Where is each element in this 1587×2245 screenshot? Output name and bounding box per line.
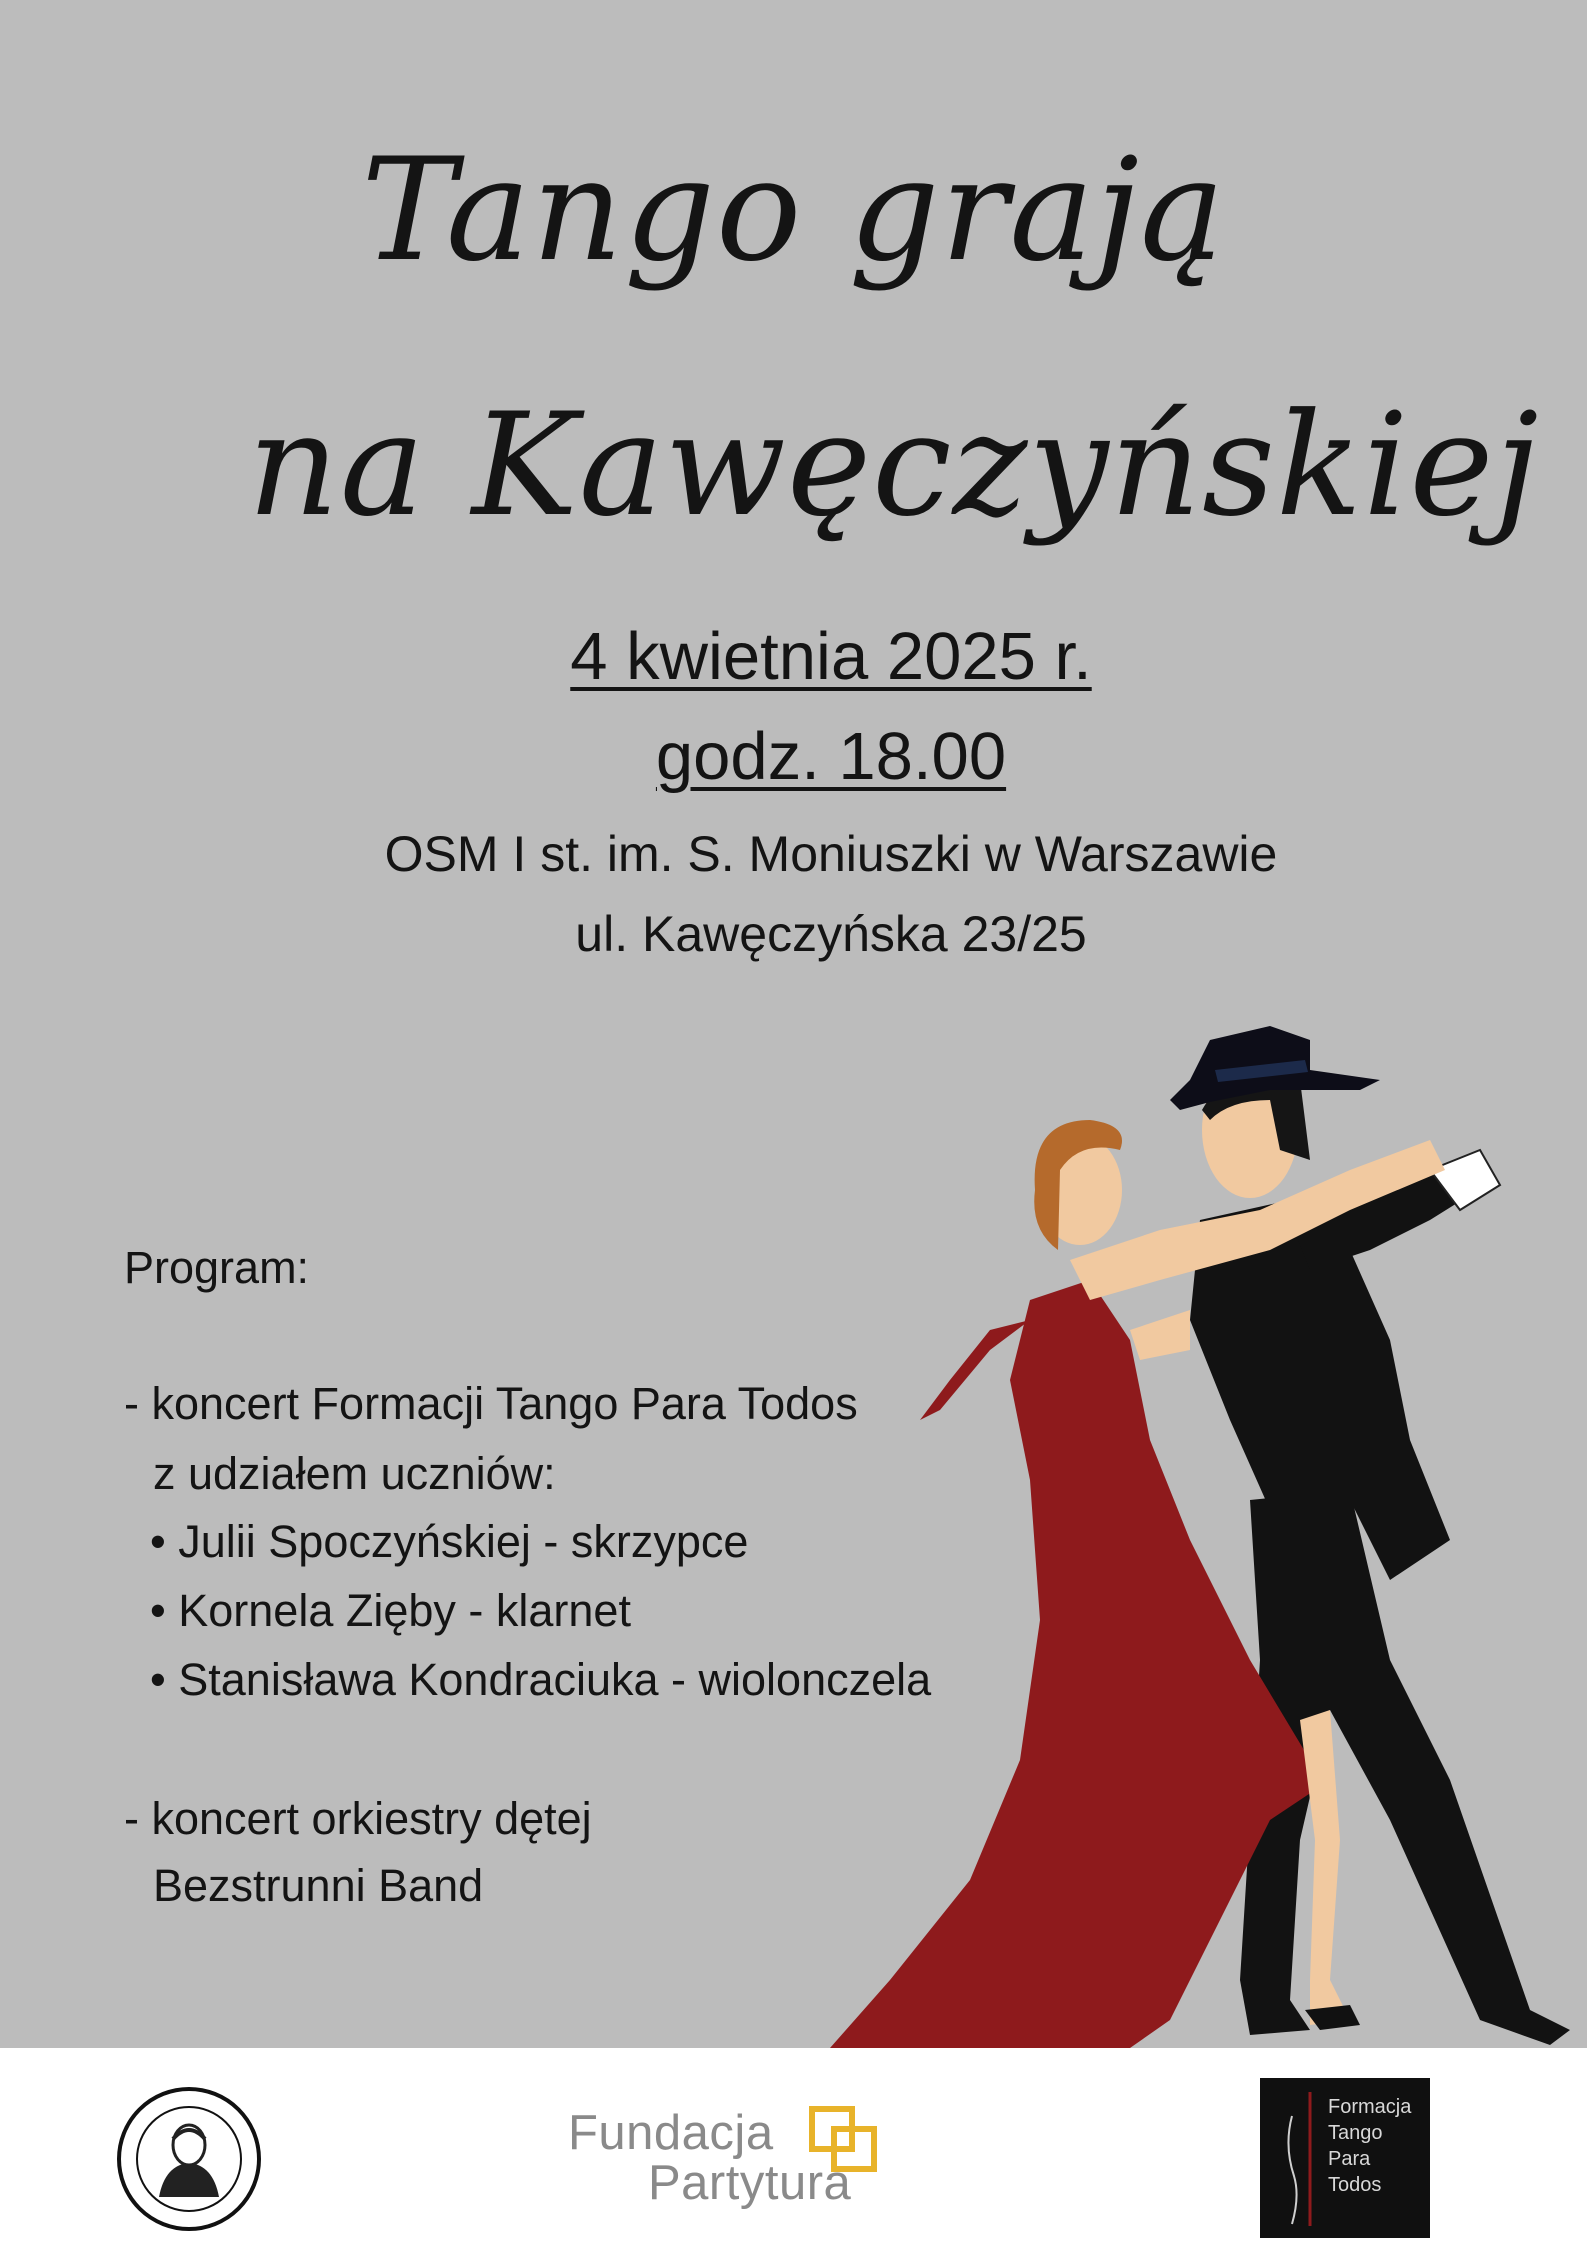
tango-dancers-illustration xyxy=(830,1020,1587,2048)
program-concert-2-sub: Bezstrunni Band xyxy=(153,1860,484,1911)
formacja-tango-para-todos-logo xyxy=(1260,2078,1430,2238)
program-concert-1-sub: z udziałem uczniów: xyxy=(153,1448,556,1499)
program-heading: Program: xyxy=(124,1242,310,1293)
dancer-silhouette-icon xyxy=(1270,2086,1330,2232)
fundacja-line-1: Fundacja xyxy=(568,2106,774,2160)
event-address: ul. Kawęczyńska 23/25 xyxy=(575,906,1087,962)
program-concert-2: - koncert orkiestry dętej xyxy=(124,1793,592,1844)
title-line-1: Tango grają xyxy=(361,128,1226,293)
event-date: 4 kwietnia 2025 r. xyxy=(570,619,1092,694)
program-concert-1: - koncert Formacji Tango Para Todos xyxy=(124,1378,858,1429)
performer-item: • Stanisława Kondraciuka - wiolonczela xyxy=(150,1654,932,1705)
ftpt-line: Formacja xyxy=(1328,2096,1412,2118)
title-line-2: na Kawęczyńskiej xyxy=(247,383,1540,548)
ftpt-line: Todos xyxy=(1328,2174,1382,2196)
fundacja-partytura-logo xyxy=(568,2105,888,2210)
fundacja-line-2: Partytura xyxy=(648,2156,852,2210)
fundacja-squares-icon xyxy=(804,2105,914,2175)
ftpt-line: Para xyxy=(1328,2148,1371,2170)
performer-item: • Kornela Zięby - klarnet xyxy=(150,1585,631,1636)
ftpt-line: Tango xyxy=(1328,2122,1383,2144)
footer-logos xyxy=(0,2048,1587,2245)
ftpt-text xyxy=(1328,2094,1411,2198)
osm-school-seal-icon xyxy=(115,2085,263,2233)
event-venue: OSM I st. im. S. Moniuszki w Warszawie xyxy=(384,826,1278,882)
performer-item: • Julii Spoczyńskiej - skrzypce xyxy=(150,1516,749,1567)
event-time: godz. 18.00 xyxy=(655,719,1007,794)
